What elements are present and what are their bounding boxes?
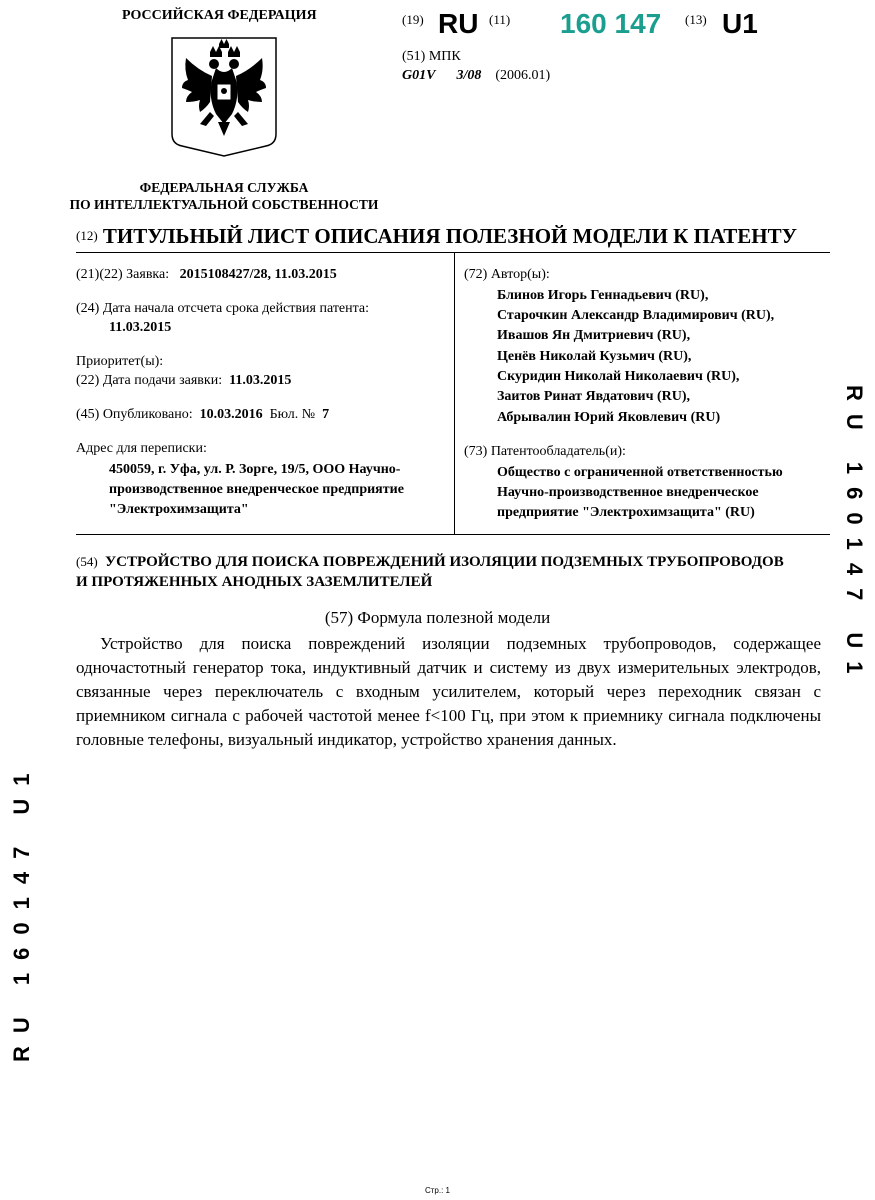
agency-line-1: ФЕДЕРАЛЬНАЯ СЛУЖБА — [139, 180, 309, 195]
invention-title-line-1: УСТРОЙСТВО ДЛЯ ПОИСКА ПОВРЕЖДЕНИЙ ИЗОЛЯЦИИ ПОДЗЕМНЫХ ТРУБОПРОВОДОВ — [105, 554, 784, 570]
author-item: Блинов Игорь Геннадьевич (RU), — [497, 288, 709, 303]
document-code-line — [402, 6, 782, 42]
owner-line-1: Общество с ограниченной ответственностью — [497, 465, 783, 480]
published-field — [76, 405, 329, 425]
start-date-label: (24) Дата начала отсчета срока действия патента: — [76, 301, 370, 316]
ipc-classification — [402, 68, 550, 84]
invention-number: (54) — [76, 554, 98, 569]
divider-bottom — [76, 534, 830, 535]
side-label-right: RU 160147 U1 — [842, 385, 867, 687]
agency-name — [55, 179, 393, 213]
code-13: (13) — [685, 12, 707, 27]
authors-label: (72) Автор(ы): — [464, 267, 550, 282]
page-number: Стр.: 1 — [424, 1186, 450, 1195]
priority-label: Приоритет(ы): — [76, 354, 164, 369]
ipc-group: 3/08 — [456, 68, 482, 83]
owner-line-2: Научно-производственное внедренческое — [497, 485, 759, 500]
address-line-1: 450059, г. Уфа, ул. Р. Зорге, 19/5, ООО Научно- — [109, 462, 401, 477]
author-item: Заитов Ринат Явдатович (RU), — [497, 389, 691, 404]
author-item: Старочкин Александр Владимирович (RU), — [497, 308, 775, 323]
divider-vertical — [454, 252, 455, 534]
agency-line-2: ПО ИНТЕЛЛЕКТУАЛЬНОЙ СОБСТВЕННОСТИ — [69, 197, 379, 212]
bulletin-value: 7 — [322, 407, 330, 422]
country-code: RU — [438, 8, 479, 39]
address-label: Адрес для переписки: — [76, 441, 207, 456]
published-label: (45) Опубликовано: — [76, 407, 193, 422]
ipc-label: (51) МПК — [402, 49, 461, 64]
author-item: Ценёв Николай Кузьмич (RU), — [497, 349, 692, 364]
formula-text: Устройство для поиска повреждений изоляции подземных трубопроводов, содержащее одночастотный генератор тока, индуктивный датчик и систему из двух измерительных электродов, связанные через переключатель с входным усилителем, который через переходник связан с приемником сигнала с рабочей частотой менее f<100 Гц, при этом к приемнику сигнала подключены головные телефоны, визуальный индикатор, устройство хранения данных. — [76, 634, 821, 749]
title-text: ТИТУЛЬНЫЙ ЛИСТ ОПИСАНИЯ ПОЛЕЗНОЙ МОДЕЛИ К ПАТЕНТУ — [102, 224, 798, 248]
author-item: Абрывалин Юрий Яковлевич (RU) — [497, 410, 721, 425]
address-line-3: "Электрохимзащита" — [109, 502, 249, 517]
start-date-value: 11.03.2015 — [109, 320, 172, 335]
invention-title-line-2: И ПРОТЯЖЕННЫХ АНОДНЫХ ЗАЗЕМЛИТЕЛЕЙ — [76, 574, 433, 590]
country-name: РОССИЙСКАЯ ФЕДЕРАЦИЯ — [122, 8, 317, 23]
code-19: (19) — [402, 12, 424, 27]
filing-value: 11.03.2015 — [229, 373, 292, 388]
application-field — [76, 265, 337, 285]
russian-coat-of-arms-icon — [170, 36, 278, 158]
divider-top — [76, 252, 830, 253]
application-label: (21)(22) Заявка: — [76, 267, 170, 282]
ipc-version: (2006.01) — [495, 68, 551, 83]
author-item: Ивашов Ян Дмитриевич (RU), — [497, 328, 691, 343]
kind-code: U1 — [722, 8, 758, 39]
filing-label: (22) Дата подачи заявки: — [76, 373, 223, 388]
invention-title — [76, 552, 836, 592]
side-label-left: RU 160147 U1 — [9, 760, 34, 1062]
page-title — [76, 224, 797, 249]
code-11: (11) — [489, 12, 511, 27]
title-number: (12) — [76, 228, 98, 243]
ipc-class: G01V — [402, 68, 436, 83]
published-value: 10.03.2016 — [199, 407, 263, 422]
filing-field — [76, 371, 291, 391]
owner-line-3: предприятие "Электрохимзащита" (RU) — [497, 505, 755, 520]
formula-heading: (57) Формула полезной модели — [324, 608, 551, 627]
address-line-2: производственное внедренческое предприятие — [109, 482, 404, 497]
owner-label: (73) Патентообладатель(и): — [464, 444, 626, 459]
author-item: Скуридин Николай Николаевич (RU), — [497, 369, 740, 384]
application-value: 2015108427/28, 11.03.2015 — [179, 267, 337, 282]
bulletin-label: Бюл. № — [269, 407, 316, 422]
document-number: 160 147 — [560, 8, 662, 39]
